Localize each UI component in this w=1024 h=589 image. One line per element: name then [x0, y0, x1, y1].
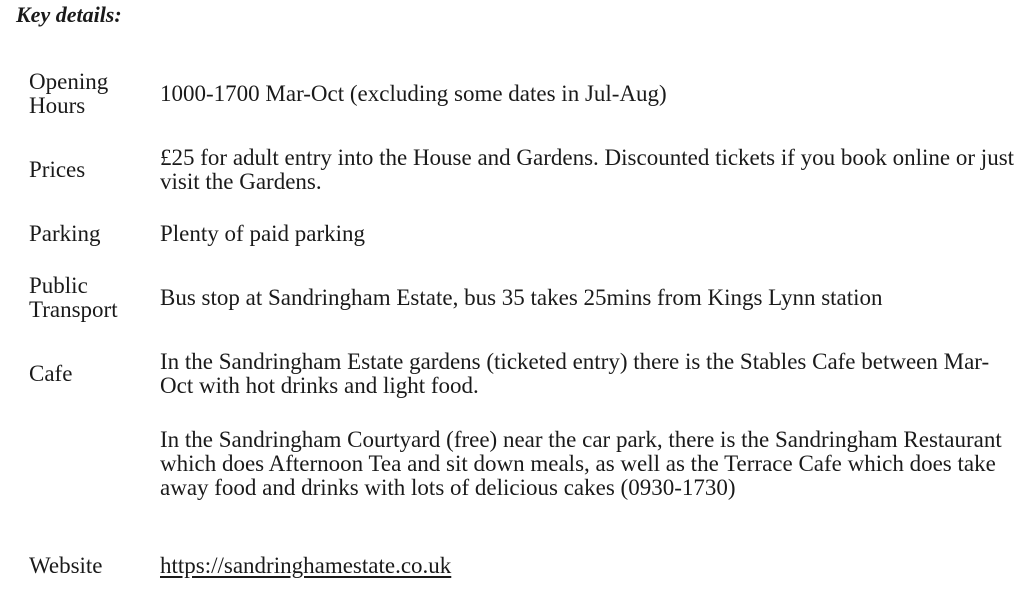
prices-label: Prices: [29, 157, 86, 182]
parking-label: Parking: [29, 221, 101, 246]
opening-hours-value: 1000-1700 Mar-Oct (excluding some dates in Jul-Aug): [160, 81, 667, 106]
website-value: [160, 554, 1020, 578]
public-transport-value: Bus stop at Sandringham Estate, bus 35 takes 25mins from Kings Lynn station: [160, 285, 883, 310]
public-transport-label: Public Transport: [29, 273, 118, 322]
opening-hours-label: Opening Hours: [29, 69, 109, 118]
prices-value: £25 for adult entry into the House and Gardens. Discounted tickets if you book online or just visit the Gardens.: [160, 145, 1015, 194]
parking-value: Plenty of paid parking: [160, 221, 366, 246]
website-label: Website: [29, 553, 103, 578]
website-link[interactable]: https://sandringhamestate.co.uk: [160, 553, 452, 578]
cafe-value-courtyard: In the Sandringham Courtyard (free) near the car park, there is the Sandringham Restaurant which does Afternoon Tea and sit down meals, as well as the Terrace Cafe which does take away food and drinks with lots of delicious cakes (0930-1730): [160, 427, 1002, 500]
cafe-value-stables: In the Sandringham Estate gardens (ticketed entry) there is the Stables Cafe between Mar-Oct with hot drinks and light food.: [160, 349, 990, 398]
key-details-heading: Key details:: [16, 2, 122, 27]
cafe-label: Cafe: [29, 361, 73, 386]
